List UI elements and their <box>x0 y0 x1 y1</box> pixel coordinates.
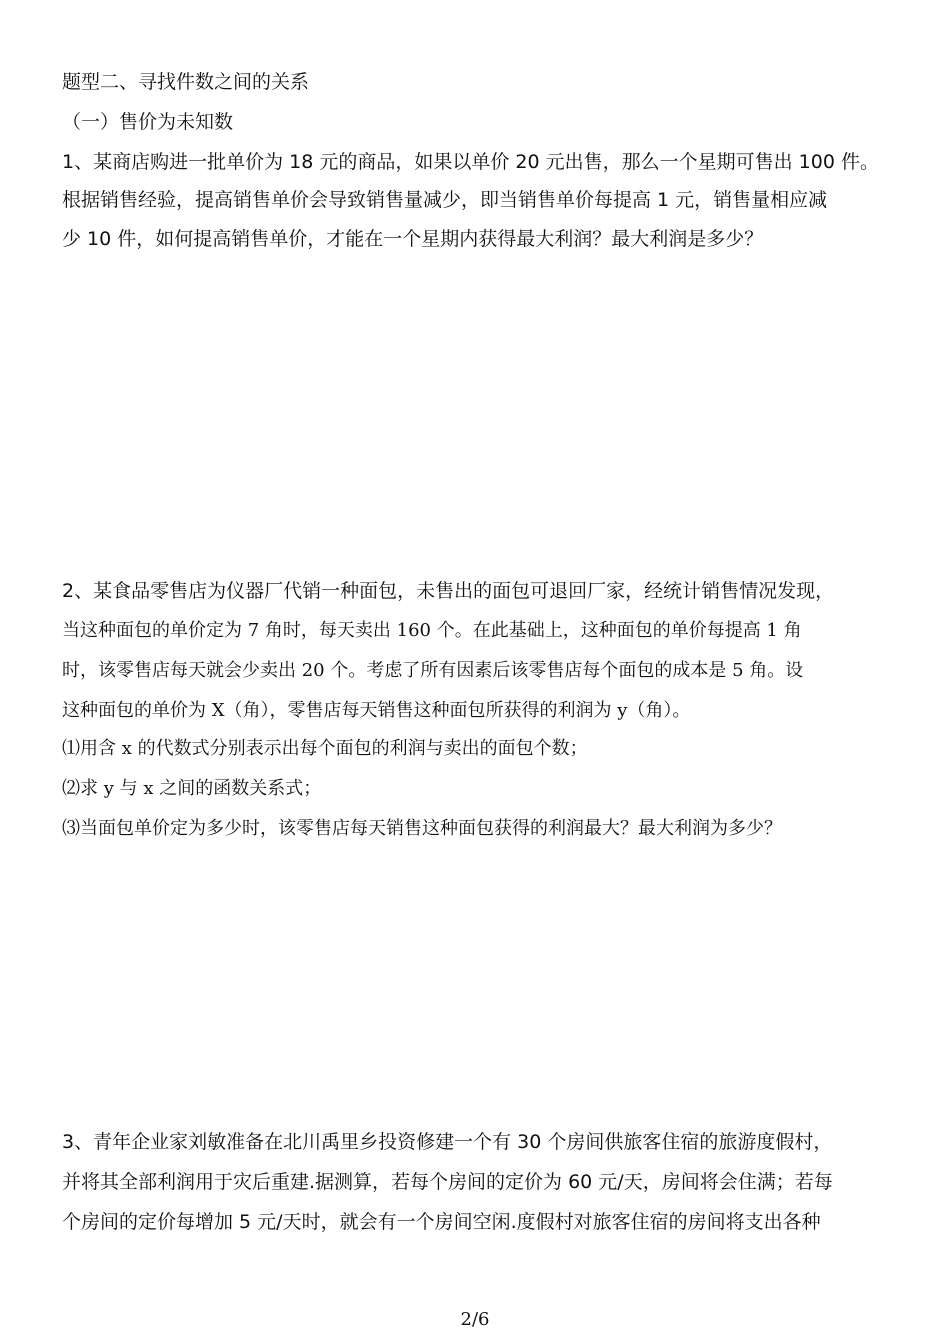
question-2-line-1: 2、某食品零售店为仪器厂代销一种面包，未售出的面包可退回厂家，经统计销售情况发现， <box>62 580 835 602</box>
section-heading: 题型二、寻找件数之间的关系 <box>62 71 310 93</box>
question-2-part-1: ⑴用含 x 的代数式分别表示出每个面包的利润与卖出的面包个数； <box>62 738 588 759</box>
question-1-line-3: 少 10 件，如何提高销售单价，才能在一个星期内获得最大利润？最大利润是多少？ <box>62 228 764 250</box>
question-1-line-1: 1、某商店购进一批单价为 18 元的商品，如果以单价 20 元出售，那么一个星期可售出 100 件。 <box>62 151 879 173</box>
page-number: 2/6 <box>460 1309 490 1330</box>
question-2-part-3: ⑶当面包单价定为多少时，该零售店每天销售这种面包获得的利润最大？最大利润为多少？ <box>62 818 782 839</box>
question-3-line-3: 个房间的定价每增加 5 元/天时，就会有一个房间空闲.度假村对旅客住宿的房间将支出各种 <box>62 1211 821 1233</box>
question-2-part-2: ⑵求 y 与 x 之间的函数关系式； <box>62 778 322 799</box>
question-3-line-2: 并将其全部利润用于灾后重建.据测算，若每个房间的定价为 60 元/天，房间将会住满；若每 <box>62 1171 833 1193</box>
section-subheading: （一）售价为未知数 <box>62 111 234 133</box>
question-3-line-1: 3、青年企业家刘敏准备在北川禹里乡投资修建一个有 30 个房间供旅客住宿的旅游度假村， <box>62 1131 833 1153</box>
question-2-line-3: 时，该零售店每天就会少卖出 20 个。考虑了所有因素后该零售店每个面包的成本是 5 角。设 <box>62 660 804 681</box>
question-2-line-4: 这种面包的单价为 X（角），零售店每天销售这种面包所获得的利润为 y（角）。 <box>62 700 691 721</box>
question-1-line-2: 根据销售经验，提高销售单价会导致销售量减少，即当销售单价每提高 1 元，销售量相应减 <box>62 189 828 211</box>
question-2-line-2: 当这种面包的单价定为 7 角时，每天卖出 160 个。在此基础上，这种面包的单价每提高 1 角 <box>62 620 802 641</box>
